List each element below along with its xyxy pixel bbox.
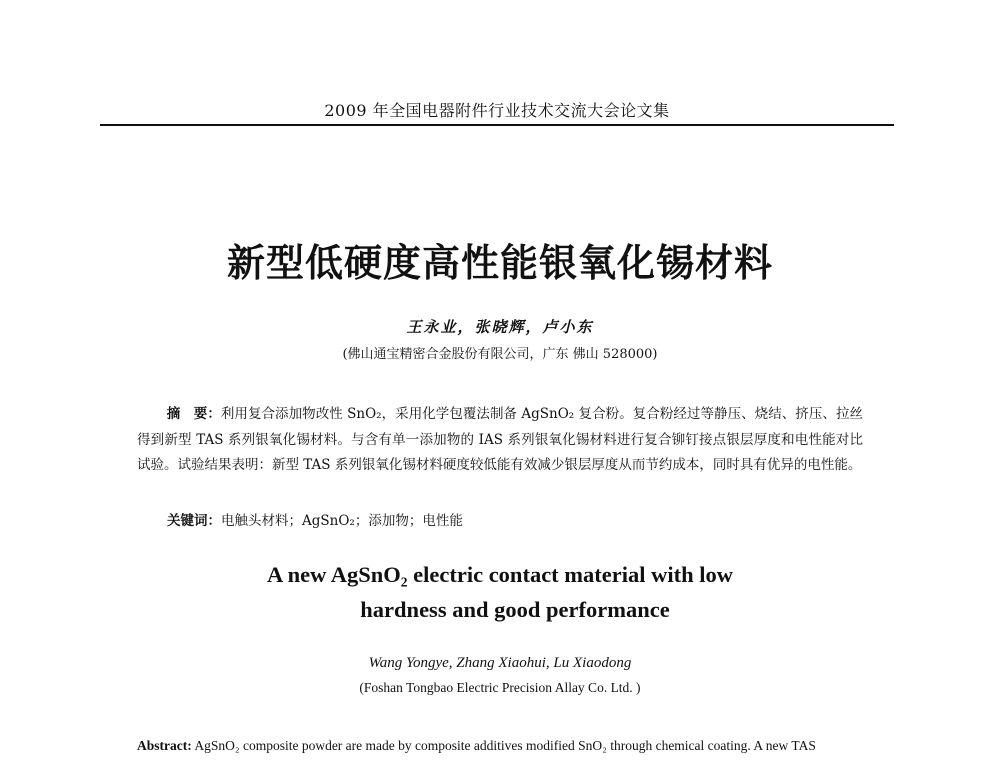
abstract-en-text: AgSnO₂ composite powder are made by composite additives modified SnO₂ through chemical coating. A new TAS [191, 738, 816, 753]
header-rule [100, 124, 894, 126]
abstract-cn [137, 402, 863, 479]
running-header: 2009 年全国电器附件行业技术交流大会论文集 [324, 101, 670, 120]
abstract-cn-label: 摘 要： [166, 406, 221, 422]
abstract-en [137, 732, 907, 760]
affiliation-cn: (佛山通宝精密合金股份有限公司，广东 佛山 528000) [342, 347, 658, 362]
paper-title-en [100, 557, 900, 627]
keywords-cn [167, 509, 867, 529]
paper-title-cn: 新型低硬度高性能银氧化锡材料 [226, 240, 773, 285]
abstract-cn-text: 利用复合添加物改性 SnO₂，采用化学包覆法制备 AgSnO₂ 复合粉。复合粉经过等静压、烧结、挤压、拉丝得到新型 TAS 系列银氧化锡材料。与含有单一添加物的 IAS 系列银氧化锡材料进行复合铆钉接点银层厚度和电性能对比试验。试验结果表明：新型 TAS 系列银氧化锡材料硬度较低能有效减少银层厚度从而节约成本，同时具有优异的电性能。 [137, 406, 863, 473]
keywords-cn-label: 关键词： [167, 513, 221, 529]
keywords-cn-text: 电触头材料；AgSnO₂；添加物；电性能 [221, 513, 463, 529]
authors-en: Wang Yongye, Zhang Xiaohui, Lu Xiaodong [368, 655, 632, 671]
affiliation-en: (Foshan Tongbao Electric Precision Allay Co. Ltd. ) [359, 680, 641, 695]
paper-title-en-line2: hardness and good performance [360, 597, 670, 622]
paper-title-en-line1: A new AgSnO₂ electric contact material with low [266, 562, 734, 587]
abstract-en-label: Abstract: [137, 738, 192, 753]
authors-cn: 王永业，张晓辉，卢小东 [406, 318, 594, 336]
